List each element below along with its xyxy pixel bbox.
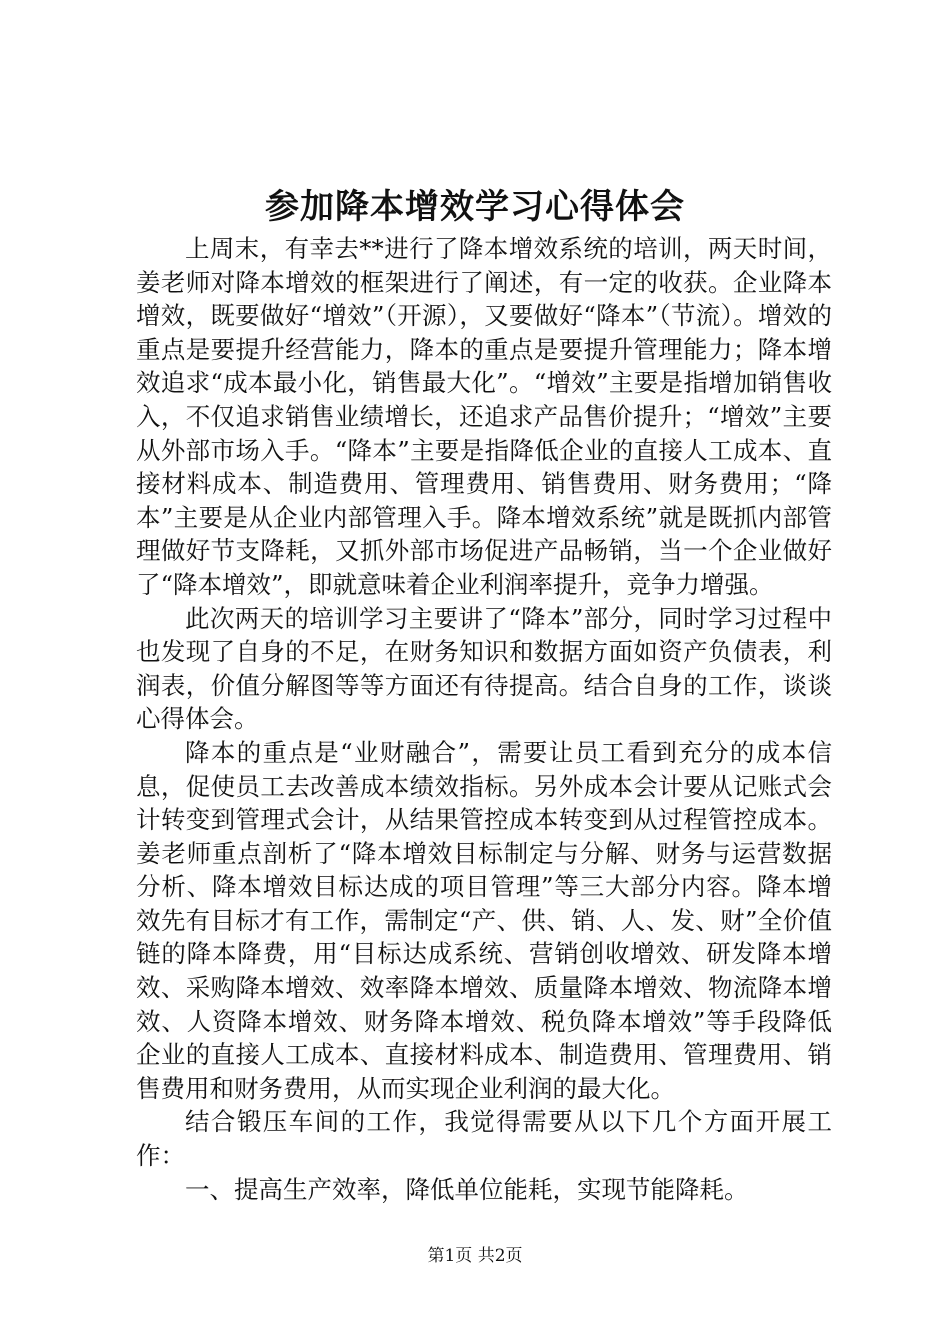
body-paragraph: 结合锻压车间的工作，我觉得需要从以下几个方面开展工作： [136, 1107, 832, 1171]
document-body [136, 232, 832, 1206]
body-paragraph: 一、提高生产效率，降低单位能耗，实现节能降耗。 [185, 1174, 749, 1204]
page-number-footer: 第1页 共2页 [427, 1246, 523, 1266]
body-paragraph: 上周末，有幸去**进行了降本增效系统的培训，两天时间，姜老师对降本增效的框架进行了阐述，有一定的收获。企业降本增效，既要做好“增效”（开源），又要做好“降本”（节流）。增效的重点是要提升经营能力，降本的重点是要提升管理能力；降本增效追求“成本最小化，销售最大化”。“增效”主要是指增加销售收入，不仅追求销售业绩增长，还追求产品售价提升；“增效”主要从外部市场入手。“降本”主要是指降低企业的直接人工成本、直接材料成本、制造费用、管理费用、销售费用、财务费用；“降本”主要是从企业内部管理入手。降本增效系统”就是既抓内部管理做好节支降耗，又抓外部市场促进产品畅销，当一个企业做好了“降本增效”，即就意味着企业利润率提升，竞争力增强。 [136, 234, 832, 599]
body-paragraph: 降本的重点是“业财融合”，需要让员工看到充分的成本信息，促使员工去改善成本绩效指标。另外成本会计要从记账式会计转变到管理式会计，从结果管控成本转变到从过程管控成本。姜老师重点剖析了“降本增效目标制定与分解、财务与运营数据分析、降本增效目标达成的项目管理”等三大部分内容。降本增效先有目标才有工作，需制定“产、供、销、人、发、财”全价值链的降本降费，用“目标达成系统、营销创收增效、研发降本增效、采购降本增效、效率降本增效、质量降本增效、物流降本增效、人资降本增效、财务降本增效、税负降本增效”等手段降低企业的直接人工成本、直接材料成本、制造费用、管理费用、销售费用和财务费用，从而实现企业利润的最大化。 [136, 737, 832, 1103]
document-title: 参加降本增效学习心得体会 [265, 187, 685, 227]
body-paragraph: 此次两天的培训学习主要讲了“降本”部分，同时学习过程中也发现了自身的不足，在财务知识和数据方面如资产负债表，利润表，价值分解图等等方面还有待提高。结合自身的工作，谈谈心得体会。 [136, 603, 832, 734]
